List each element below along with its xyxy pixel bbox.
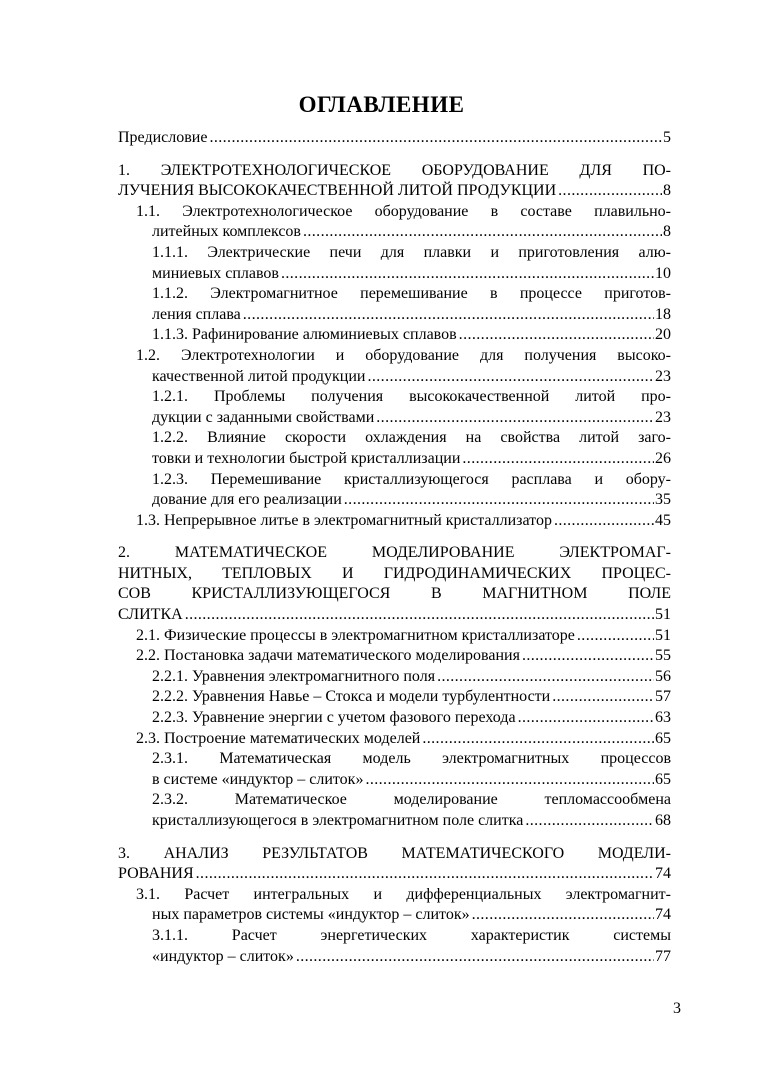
toc-page-number: 5 bbox=[663, 129, 671, 146]
toc-page-number: 45 bbox=[655, 511, 671, 529]
toc-entry[interactable] bbox=[118, 646, 671, 667]
leader-dots bbox=[209, 128, 662, 149]
toc-entry-line: 1.1.1. Электрические печи для плавки и приготовления алю- bbox=[152, 243, 671, 261]
toc-entry-text: 1.3. Непрерывное литье в электромагнитный кристаллизатор bbox=[136, 511, 552, 529]
leader-dots bbox=[459, 325, 654, 346]
toc-page-number: 74 bbox=[655, 865, 671, 883]
leader-dots bbox=[376, 408, 654, 429]
toc-entry-text: миниевых сплавов bbox=[152, 264, 279, 282]
toc-entry-line: СОВ КРИСТАЛЛИЗУЮЩЕГОСЯ В МАГНИТНОМ ПОЛЕ bbox=[118, 585, 671, 603]
leader-dots bbox=[525, 811, 654, 832]
toc-entry-line: 2.3.1. Математическая модель электромагнитных процессов bbox=[152, 750, 671, 768]
toc-page-number: 65 bbox=[655, 770, 671, 788]
leader-dots bbox=[472, 905, 654, 926]
toc-entry-line: НИТНЫХ, ТЕПЛОВЫХ И ГИДРОДИНАМИЧЕСКИХ ПРОЦЕС- bbox=[118, 564, 671, 582]
toc-entry[interactable] bbox=[118, 284, 671, 325]
leader-dots bbox=[367, 367, 654, 388]
leader-dots bbox=[422, 729, 654, 750]
toc-entry[interactable] bbox=[118, 844, 671, 885]
toc-page-number: 26 bbox=[655, 449, 671, 467]
toc-entry[interactable] bbox=[118, 926, 671, 967]
toc-entry[interactable] bbox=[118, 325, 671, 346]
toc-entry[interactable] bbox=[118, 749, 671, 790]
toc-entry-text: товки и технологии быстрой кристаллизации bbox=[152, 449, 461, 467]
toc-entry-text: РОВАНИЯ bbox=[118, 865, 194, 883]
leader-dots bbox=[522, 646, 654, 667]
toc-entry-text: дование для его реализации bbox=[152, 491, 342, 509]
toc-entry[interactable] bbox=[118, 161, 671, 202]
toc-entry-text: 2.1. Физические процессы в электромагнитном кристаллизаторе bbox=[136, 626, 575, 644]
page-title: ОГЛАВЛЕНИЕ bbox=[298, 92, 465, 117]
toc-entry[interactable] bbox=[118, 667, 671, 688]
page-number: 3 bbox=[673, 1000, 681, 1017]
toc-page-number: 77 bbox=[655, 947, 671, 965]
leader-dots bbox=[437, 667, 654, 688]
toc-page-number: 68 bbox=[655, 812, 671, 829]
toc-entry-line: 1.1.2. Электромагнитное перемешивание в процессе приготов- bbox=[152, 285, 671, 303]
toc-entry-text: 2.2.1. Уравнения электромагнитного поля bbox=[152, 667, 436, 685]
leader-dots bbox=[185, 605, 654, 626]
toc-entry-line: 1. ЭЛЕКТРОТЕХНОЛОГИЧЕСКОЕ ОБОРУДОВАНИЕ ДЛЯ ПО- bbox=[118, 161, 671, 179]
toc-page-number: 23 bbox=[655, 367, 671, 385]
toc-entry[interactable] bbox=[118, 885, 671, 926]
toc-entry-text: «индуктор – слиток» bbox=[152, 947, 294, 965]
leader-dots bbox=[577, 626, 654, 647]
leader-dots bbox=[365, 770, 654, 791]
toc-entry[interactable] bbox=[118, 243, 671, 284]
toc-page-number: 8 bbox=[663, 223, 671, 241]
toc-entry-line: 3.1.1. Расчет энергетических характеристик системы bbox=[152, 926, 671, 944]
leader-dots bbox=[281, 264, 654, 285]
toc-entry[interactable] bbox=[118, 626, 671, 647]
leader-dots bbox=[344, 490, 654, 511]
toc-entry-line: 1.2. Электротехнологии и оборудование для получения высоко- bbox=[136, 346, 671, 364]
toc-page-number: 57 bbox=[655, 688, 671, 706]
toc-entry-text: ЛУЧЕНИЯ ВЫСОКОКАЧЕСТВЕННОЙ ЛИТОЙ ПРОДУКЦИИ bbox=[118, 182, 557, 200]
toc-entry[interactable] bbox=[118, 346, 671, 387]
toc-page-number: 51 bbox=[655, 626, 671, 644]
toc-entry-line: 2.3.2. Математическое моделирование тепломассообмена bbox=[152, 791, 671, 809]
toc-entry-text: 2.3. Построение математических моделей bbox=[136, 729, 421, 747]
toc-page-number: 63 bbox=[655, 709, 671, 727]
toc-entry-text: ных параметров системы «индуктор – слиток» bbox=[152, 906, 470, 924]
toc-entry[interactable] bbox=[118, 387, 671, 428]
toc-entry-line: 3.1. Расчет интегральных и дифференциальных электромагнит- bbox=[136, 885, 671, 903]
leader-dots bbox=[558, 181, 662, 202]
toc-page-number: 51 bbox=[655, 606, 671, 624]
toc-entry-line: 1.1. Электротехнологическое оборудование в составе плавильно- bbox=[136, 202, 671, 220]
toc-entry-text: качественной литой продукции bbox=[152, 367, 366, 385]
toc-page-number: 23 bbox=[655, 408, 671, 426]
toc-entry[interactable] bbox=[118, 708, 671, 729]
leader-dots bbox=[196, 864, 654, 885]
toc-page-number: 56 bbox=[655, 667, 671, 685]
toc-entry[interactable] bbox=[118, 790, 671, 831]
toc-page-number: 35 bbox=[655, 491, 671, 509]
toc-page-number: 74 bbox=[655, 906, 671, 924]
toc-entry-line: 2. МАТЕМАТИЧЕСКОЕ МОДЕЛИРОВАНИЕ ЭЛЕКТРОМАГ- bbox=[118, 544, 671, 562]
toc-entry-line: 1.2.2. Влияние скорости охлаждения на свойства литой заго- bbox=[152, 429, 671, 447]
toc-entry[interactable] bbox=[118, 543, 671, 625]
leader-dots bbox=[552, 687, 654, 708]
toc-page-number: 8 bbox=[663, 182, 671, 200]
leader-dots bbox=[554, 511, 654, 532]
toc-page-number: 20 bbox=[655, 326, 671, 344]
leader-dots bbox=[303, 222, 662, 243]
toc-entry[interactable] bbox=[118, 202, 671, 243]
toc-page-number: 18 bbox=[655, 305, 671, 323]
toc-entry-line: 1.2.3. Перемешивание кристаллизующегося расплава и обору- bbox=[152, 470, 671, 488]
toc-page-number: 10 bbox=[655, 264, 671, 282]
toc-entry[interactable] bbox=[118, 729, 671, 750]
toc-entry[interactable] bbox=[118, 128, 671, 149]
toc-entry-line: 1.2.1. Проблемы получения высококачественной литой про- bbox=[152, 388, 671, 406]
toc-page-number: 55 bbox=[655, 647, 671, 665]
toc-page-number: 65 bbox=[655, 729, 671, 747]
toc-entry-text: 1.1.3. Рафинирование алюминиевых сплавов bbox=[152, 326, 457, 344]
toc-entry-text: 2.2.3. Уравнение энергии с учетом фазового перехода bbox=[152, 709, 516, 727]
toc-entry-text: ления сплава bbox=[152, 305, 241, 323]
toc-entry-text: 2.2.2. Уравнения Навье – Стокса и модели турбулентности bbox=[152, 688, 551, 706]
toc-entry[interactable] bbox=[118, 511, 671, 532]
toc-entry[interactable] bbox=[118, 470, 671, 511]
toc-entry-text: СЛИТКА bbox=[118, 606, 183, 624]
toc-entry-text: в системе «индуктор – слиток» bbox=[152, 770, 364, 788]
toc-entry[interactable] bbox=[118, 428, 671, 469]
toc-entry-text: Предисловие bbox=[118, 129, 208, 146]
toc-entry-text: 2.2. Постановка задачи математического моделирования bbox=[136, 647, 520, 665]
leader-dots bbox=[462, 449, 654, 470]
toc-entry-text: дукции с заданными свойствами bbox=[152, 408, 375, 426]
toc-entry-line: 3. АНАЛИЗ РЕЗУЛЬТАТОВ МАТЕМАТИЧЕСКОГО МОДЕЛИ- bbox=[118, 844, 671, 862]
leader-dots bbox=[296, 947, 654, 968]
leader-dots bbox=[518, 708, 654, 729]
table-of-contents bbox=[0, 128, 763, 967]
toc-entry[interactable] bbox=[118, 687, 671, 708]
toc-entry-text: кристаллизующегося в электромагнитном поле слитка bbox=[152, 812, 524, 829]
toc-entry-text: литейных комплексов bbox=[152, 223, 301, 241]
leader-dots bbox=[243, 305, 654, 326]
